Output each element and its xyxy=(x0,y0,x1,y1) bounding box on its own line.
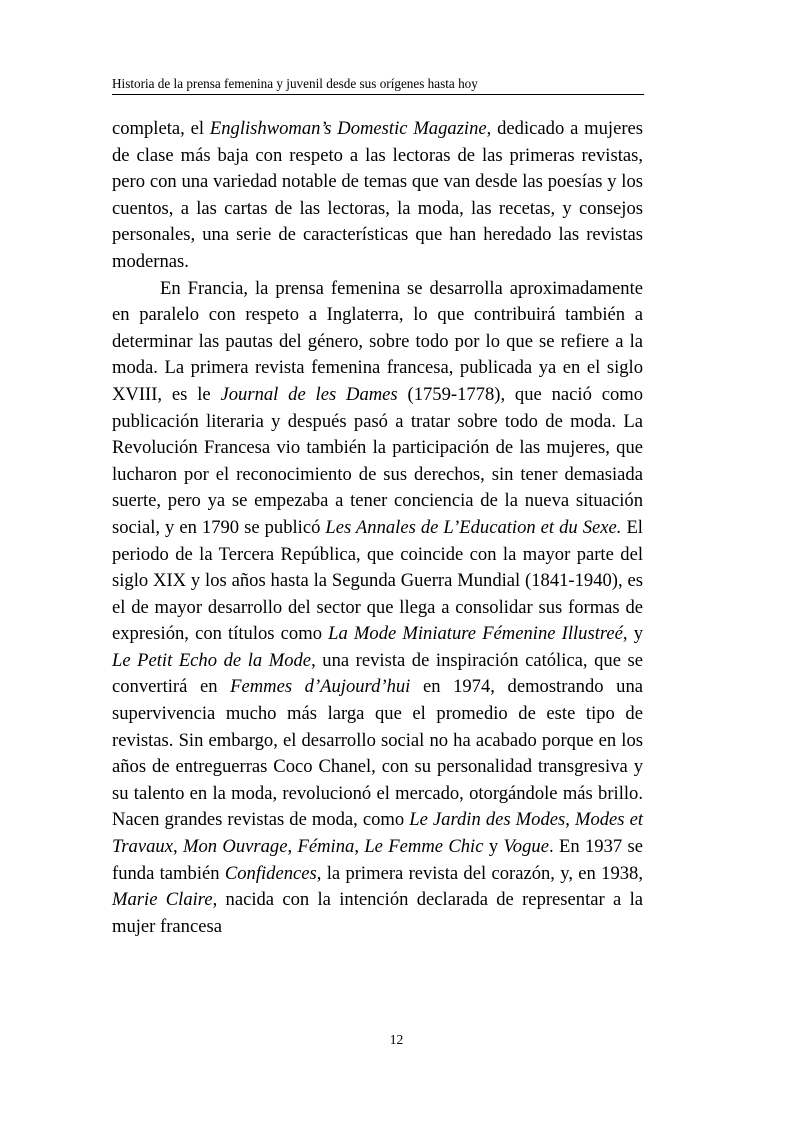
text-run: , la primera revista del corazón, y, en 1938, xyxy=(316,862,643,884)
body-text xyxy=(112,116,643,940)
text-run: y xyxy=(483,836,504,858)
paragraph-1 xyxy=(112,116,643,276)
text-run: , una revista de inspiración católica, que se convertirá en xyxy=(112,649,643,698)
italic-title: Journal de les Dames xyxy=(220,383,398,405)
italic-title: Les Annales de L’Education et du Sexe. xyxy=(325,516,622,538)
text-run: El periodo de la Tercera República, que coincide con la mayor parte del siglo XIX y los años hasta la Segunda Guerra Mundial (1841-1940), es el de mayor desarrollo del sector que llega a consolidar sus formas de expresión, con títulos como xyxy=(112,516,643,645)
italic-title: Marie Claire xyxy=(112,889,213,911)
paragraph-2 xyxy=(112,276,643,941)
running-header: Historia de la prensa femenina y juvenil desde sus orígenes hasta hoy xyxy=(112,76,478,91)
italic-title: Femmes d’Aujourd’hui xyxy=(230,676,411,698)
text-run: , nacida con la intención declarada de representar a la mujer francesa xyxy=(112,889,643,937)
italic-title: La Mode Miniature Fémenine Illustreé xyxy=(328,623,623,645)
italic-title: Modes et Travaux xyxy=(112,809,643,858)
header-rule xyxy=(112,94,644,95)
italic-title: Le Femme Chic xyxy=(364,836,484,858)
italic-title: Le Jardin des Modes xyxy=(409,809,566,831)
italic-title: Mon Ouvrage xyxy=(182,836,288,858)
text-run: , xyxy=(565,809,575,831)
page-number: 12 xyxy=(389,1032,404,1047)
italic-title: Vogue xyxy=(503,836,549,858)
text-run: , xyxy=(354,836,365,858)
text-run: , y xyxy=(622,623,644,645)
text-run: (1759-1778), que nació como publicación literaria y después pasó a tratar sobre todo de moda. La Revolución Francesa vio también la participación de las mujeres, que lucharon por el reconocimiento de sus derechos, sin tener demasiada suerte, pero ya se empezaba a tener conciencia de la nueva situación social, y en 1790 se publicó xyxy=(112,383,644,538)
text-run: , xyxy=(172,836,183,858)
text-run: En Francia, la prensa femenina se desarrolla aproximadamente en paralelo con respeto a Inglaterra, lo que contribuirá también a determinar las pautas del género, sobre todo por lo que se refiere a la moda. La primera revista femenina francesa, publicada ya en el siglo XVIII, es le xyxy=(112,277,643,405)
italic-title: Le Petit Echo de la Mode xyxy=(112,649,312,671)
text-run: completa, el xyxy=(112,118,210,139)
italic-title: Fémina xyxy=(297,836,355,858)
text-run: en 1974, demostrando una supervivencia mucho más larga que el promedio de este tipo de revistas. Sin embargo, el desarrollo social no ha acabado porque en los años de entreguerras Coco Chanel, con su personalidad transgresiva y su talento en la moda, revolucionó el mercado, otorgándole más brillo. Nacen grandes revistas de moda, como xyxy=(112,676,643,831)
text-run: . En 1937 se funda también xyxy=(112,836,644,884)
italic-title: Confidences xyxy=(224,862,317,884)
text-run: , dedicado a mujeres de clase más baja con respeto a las lectoras de las primeras revistas, pero con una variedad notable de temas que van desde las poesías y los cuentos, a las cartas de las lectoras, la moda, las recetas, y consejos personales, una serie de características que han heredado las revistas modernas. xyxy=(112,118,644,272)
text-run: , xyxy=(287,836,298,858)
italic-title: Englishwoman’s Domestic Magazine xyxy=(209,118,487,139)
